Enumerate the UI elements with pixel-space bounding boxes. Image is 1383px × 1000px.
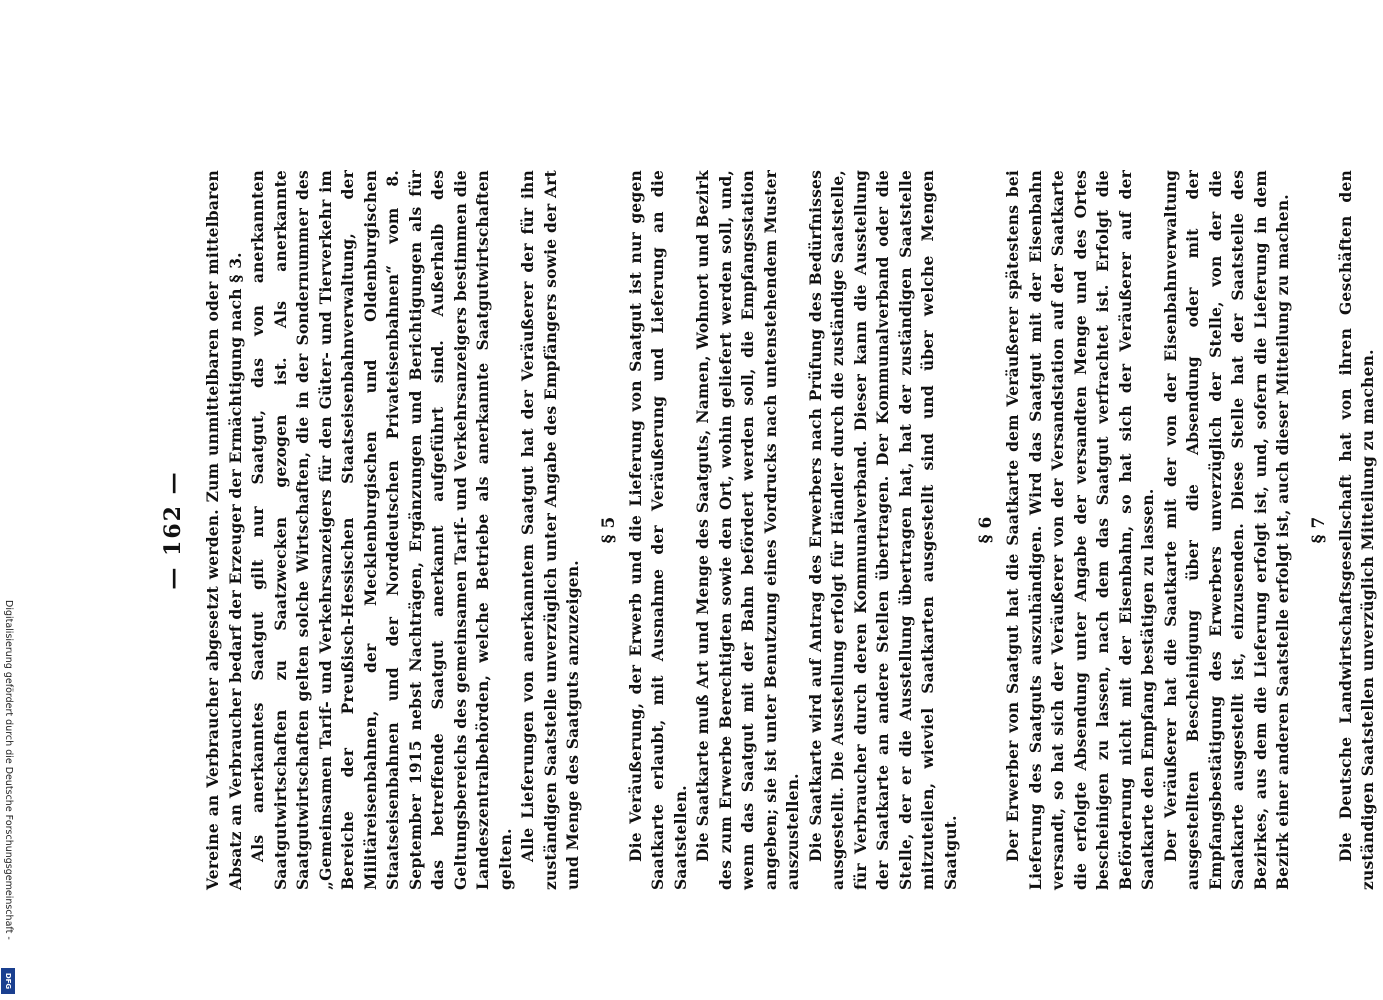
paragraph: Als anerkanntes Saatgut gilt nur Saatgut, das von anerkannten Saatgutwirtschaften zu Saatzwecken gezogen ist. Als anerkannte Saatgutwirtschaften gelten solche Wirtschaften, die in der Sondernummer des „Gemeinsamen Tarif- und Verkehrsanzeigers für den Güter- und Tierverkehr im Bereiche der Preußisch-Hessischen Staatseisenbahnverwaltung, der Militäreisenbahnen, der Mecklenburgischen und Oldenburgischen Staatseisenbahnen und der Norddeutschen Privateisenbahnen“ vom 8. September 1915 nebst Nachträgen, Ergänzungen und Berichtigungen als für das betreffende Saatgut anerkannt aufgeführt sind. Außerhalb des Geltungsbereichs des gemeinsamen Tarif- und Verkehrsanzeigers bestimmen die Landeszentralbehörden, welche Betriebe als anerkannte Saatgutwirtschaften gelten. [248,170,515,890]
dfg-logo [1,968,15,994]
section-heading-5: § 5 [598,516,619,544]
paragraph: Der Veräußerer hat die Saatkarte mit der von der Eisenbahnverwaltung ausgestellten Bescheinigung über die Absendung oder mit der Empfangsbestätigung des Erwerbers unverzüglich der Stelle, von der die Saatkarte ausgestellt ist, einzusenden. Diese Stelle hat der Saatstelle des Bezirkes, aus dem die Lieferung erfolgt ist, und, sofern die Lieferung in dem Bezirk einer anderen Saatstelle erfolgt ist, auch dieser Mitteilung zu machen. [1160,170,1292,890]
paragraph: Alle Lieferungen von anerkanntem Saatgut hat der Veräußerer der für ihn zuständigen Saatstelle unverzüglich unter Angabe des Empfängers sowie der Art und Menge des Saatguts anzuzeigen. [518,170,582,890]
paragraph: Der Erwerber von Saatgut hat die Saatkarte dem Veräußerer spätestens bei Lieferung des Saatguts auszuhändigen. Wird das Saatgut mit der Eisenbahn versandt, so hat sich der Veräußerer von der Versandstation auf der Saatkarte die erfolgte Absendung unter Angabe der versandten Menge und des Ortes bescheinigen zu lassen, nach dem das Saatgut verfrachtet ist. Erfolgt die Beförderung nicht mit der Eisenbahn, so hat sich der Veräußerer auf der Saatkarte den Empfang bestätigen zu lassen. [1003,170,1157,890]
dfg-logo-text: DFG [4,972,12,990]
paragraph: Die Deutsche Landwirtschaftsgesellschaft hat von ihren Geschäften den zuständigen Saatstellen unverzüglich Mitteilung zu machen. [1335,170,1377,890]
section-heading-7: § 7 [1308,516,1329,544]
funding-note-text: Digitalisierung gefördert durch die Deutsche Forschungsgemeinschaft - [3,600,14,940]
funding-note [0,600,18,1000]
paragraph: Die Veräußerung, der Erwerb und die Lieferung von Saatgut ist nur gegen Saatkarte erlaubt, mit Ausnahme der Veräußerung und Lieferung an die Saatstellen. [625,170,690,890]
page-number: — 162 — [160,470,186,590]
paragraph: Vereine an Verbraucher abgesetzt werden. Zum unmittelbaren oder mittelbaren Absatz an Verbraucher bedarf der Erzeuger der Ermächtigung nach § 3. [203,170,245,890]
paragraph: Die Saatkarte muß Art und Menge des Saatguts, Namen, Wohnort und Bezirk des zum Erwerbe Berechtigten sowie den Ort, wohin geliefert werden soll, und, wenn das Saatgut mit der Bahn befördert werden soll, die Empfangsstation angeben; sie ist unter Benutzung eines Vordrucks nach untenstehendem Muster auszustellen. [693,170,802,890]
rotated-page-container [160,170,1377,890]
page-body [160,170,1377,890]
paragraph: Die Saatkarte wird auf Antrag des Erwerbers nach Prüfung des Bedürfnisses ausgestellt. Die Ausstellung erfolgt für Händler durch die zuständige Saatstelle, für Verbraucher durch deren Kommunalverband. Dieser kann die Ausstellung der Saatkarte an andere Stellen übertragen. Der Kommunalverband oder die Stelle, der er die Ausstellung übertragen hat, hat der zuständigen Saatstelle mitzuteilen, wieviel Saatkarten ausgestellt sind und über welche Mengen Saatgut. [805,170,960,890]
section-heading-6: § 6 [976,516,996,544]
